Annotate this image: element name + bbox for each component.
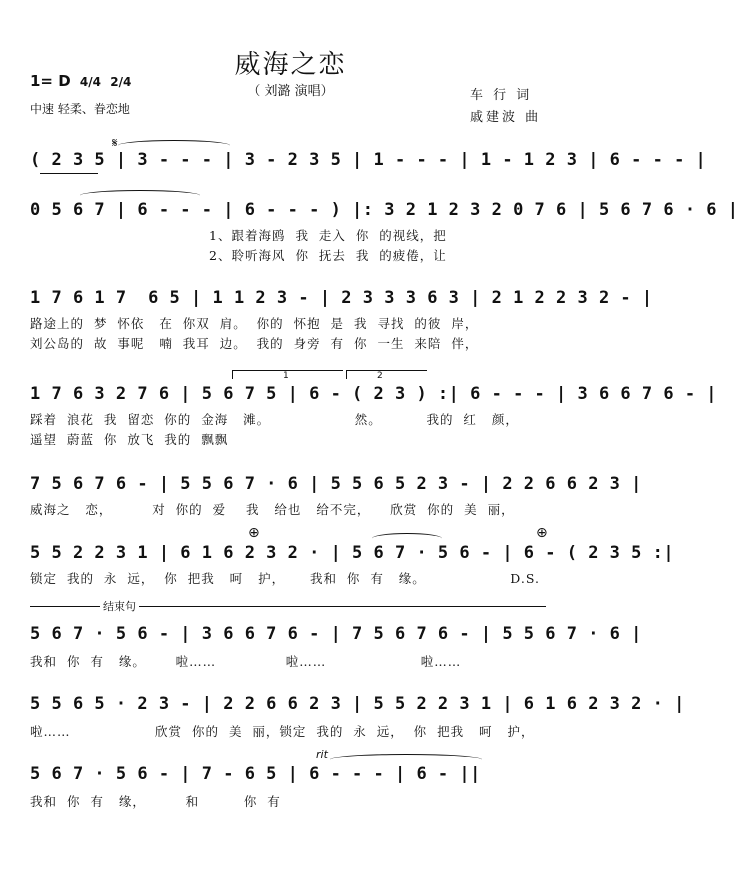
lyric-verse-1: 啦…… 欣赏 你的 美 丽，锁定 我的 永 远， 你 把我 呵 护，	[30, 724, 535, 739]
lyric-verse-1: 我和 你 有 缘。 啦…… 啦…… 啦……	[30, 654, 462, 669]
notation-line: 5 6 7 · 5 6 - | 3 6 6 7 6 - | 7 5 6 7 6 - | 5 5 6 7 · 6 |	[30, 624, 642, 644]
notation-line: ( 2 3 5 | 3 - - - | 3 - 2 3 5 | 1 - - - | 1 - 1 2 3 | 6 - - - |	[30, 150, 707, 170]
segno-mark: 𝄋	[112, 136, 118, 151]
volta-1-label: 1	[283, 371, 289, 381]
volta-1-bracket	[232, 370, 343, 379]
lyric-verse-1: 1、跟着海鸥 我 走入 你 的视线，把	[30, 228, 447, 243]
lyric-verse-2: 2、聆听海风 你 抚去 我 的疲倦，让	[30, 248, 447, 263]
score-row-3	[0, 288, 653, 358]
score-row-4	[0, 371, 718, 454]
score-row-2	[0, 200, 739, 270]
score-row-7	[0, 624, 642, 674]
composer-credit: 戚建波 曲	[470, 110, 542, 125]
score-row-8	[0, 694, 685, 744]
coda-mark: ⊕	[536, 525, 548, 541]
singer-credit: （ 刘潞 演唱）	[247, 84, 334, 99]
slur	[80, 190, 200, 201]
volta-2-bracket	[346, 370, 427, 379]
lyric-verse-1: 锁定 我的 永 远， 你 把我 呵 护， 我和 你 有 缘。 D.S.	[30, 571, 540, 586]
score-row-1	[0, 136, 707, 190]
lyricist-credit: 车 行 词	[470, 88, 533, 103]
lyric-verse-2: 遥望 蔚蓝 你 放飞 我的 飘飘	[30, 432, 229, 447]
notation-line: 1 7 6 1 7 6 5 | 1 1 2 3 - | 2 3 3 3 6 3 | 2 1 2 2 3 2 - |	[30, 288, 653, 308]
time-signature-2: 2/4	[110, 75, 132, 89]
song-title: 威海之恋	[234, 50, 347, 80]
rit-marking: rit	[316, 748, 328, 761]
lyric-verse-1: 我和 你 有 缘， 和 你 有	[30, 794, 281, 809]
coda-mark: ⊕	[248, 525, 260, 541]
notation-line: 5 6 7 · 5 6 - | 7 - 6 5 | 6 - - - | 6 - ||	[30, 764, 481, 784]
lyric-verse-1: 路途上的 梦 怀依 在 你双 肩。 你的 怀抱 是 我 寻找 的彼 岸，	[30, 316, 479, 331]
score-row-9	[0, 748, 581, 814]
volta-2-label: 2	[377, 371, 383, 381]
notation-line: 7 5 6 7 6 - | 5 5 6 7 · 6 | 5 5 6 5 2 3 - | 2 2 6 6 2 3 |	[30, 474, 642, 494]
beam-line	[40, 173, 98, 174]
notation-line: 0 5 6 7 | 6 - - - | 6 - - - ) |: 3 2 1 2 3 2 0 7 6 | 5 6 7 6 · 6 |	[30, 200, 739, 220]
notation-line: 5 5 2 2 3 1 | 6 1 6 2 3 2 · | 5 6 7 · 5 6 - | 6 - ( 2 3 5 :|	[30, 543, 675, 563]
score-row-5	[0, 474, 642, 524]
notation-line: 1 7 6 3 2 7 6 | 5 6 7 5 | 6 - ( 2 3 ) :| 6 - - - | 3 6 6 7 6 - |	[30, 384, 718, 404]
tempo-marking: 中速 轻柔、眷恋地	[30, 102, 130, 116]
key-label: 1= D	[30, 72, 71, 90]
key-signature	[30, 72, 131, 90]
ending-label: 结束句	[100, 598, 139, 614]
slur	[330, 754, 482, 765]
slur	[372, 533, 442, 544]
slur	[118, 140, 230, 151]
lyric-verse-1: 踩着 浪花 我 留恋 你的 金海 滩。 然。 我的 红 颜，	[30, 412, 519, 427]
lyric-verse-2: 刘公岛的 故 事呢 喃 我耳 边。 我的 身旁 有 你 一生 来陪 伴，	[30, 336, 479, 351]
time-signature-1: 4/4	[79, 75, 102, 89]
notation-line: 5 5 6 5 · 2 3 - | 2 2 6 6 2 3 | 5 5 2 2 3 1 | 6 1 6 2 3 2 · |	[30, 694, 685, 714]
score-row-6	[0, 525, 675, 593]
lyric-verse-1: 威海之 恋， 对 你的 爱 我 给也 给不完， 欣赏 你的 美 丽，	[30, 502, 515, 517]
